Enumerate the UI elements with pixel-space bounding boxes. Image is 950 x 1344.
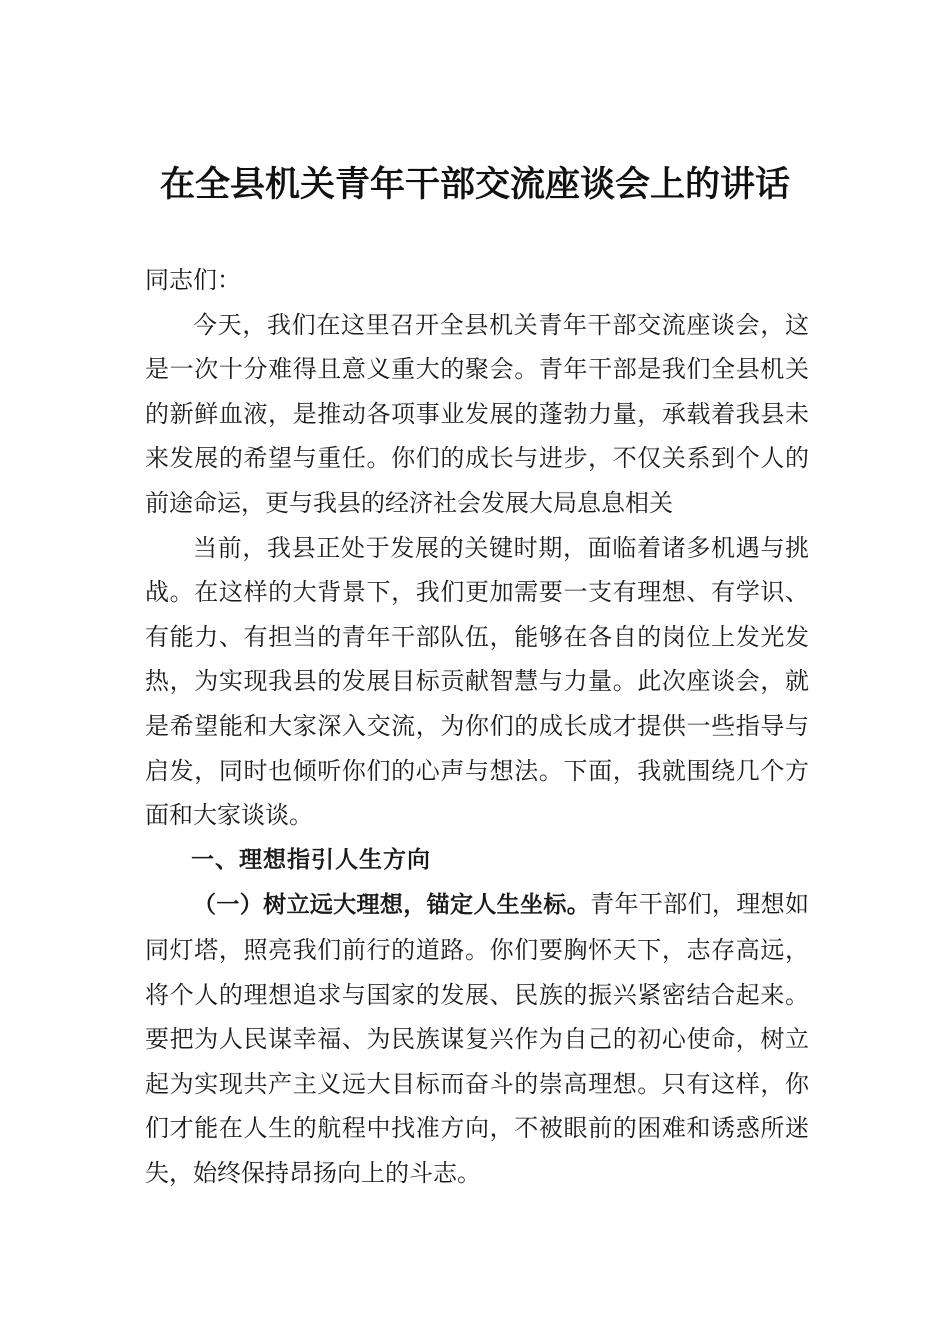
section-heading: 一、理想指引人生方向 <box>191 846 431 873</box>
document-body <box>145 258 809 1195</box>
subsection-text: 青年干部们，理想如同灯塔，照亮我们前行的道路。你们要胸怀天下，志存高远，将个人的理想追求与国家的发展、民族的振兴紧密结合起来。要把为人民谋幸福、为民族谋复兴作为自己的初心使命，树立起为实现共产主义远大目标而奋斗的崇高理想。只有这样，你们才能在人生的航程中找准方向，不被眼前的困难和诱惑所迷失，始终保持昂扬向上的斗志。 <box>145 890 810 1187</box>
document-title: 在全县机关青年干部交流座谈会上的讲话 <box>159 164 790 205</box>
subsection-paragraph <box>145 882 809 1195</box>
paragraph-opening: 今天，我们在这里召开全县机关青年干部交流座谈会，这是一次十分难得且意义重大的聚会。青年干部是我们全县机关的新鲜血液，是推动各项事业发展的蓬勃力量，承载着我县未来发展的希望与重任。你们的成长与进步，不仅关系到个人的前途命运，更与我县的经济社会发展大局息息相关 <box>145 310 809 517</box>
salutation: 同志们： <box>145 266 241 294</box>
subsection-lead: （一）树立远大理想，锚定人生坐标。 <box>193 892 591 919</box>
paragraph-background: 当前，我县正处于发展的关键时期，面临着诸多机遇与挑战。在这样的大背景下，我们更加需要一支有理想、有学识、有能力、有担当的青年干部队伍，能够在各自的岗位上发光发热，为实现我县的发展目标贡献智慧与力量。此次座谈会，就是希望能和大家深入交流，为你们的成长成才提供一些指导与启发，同时也倾听你们的心声与想法。下面，我就围绕几个方面和大家谈谈。 <box>145 533 809 830</box>
